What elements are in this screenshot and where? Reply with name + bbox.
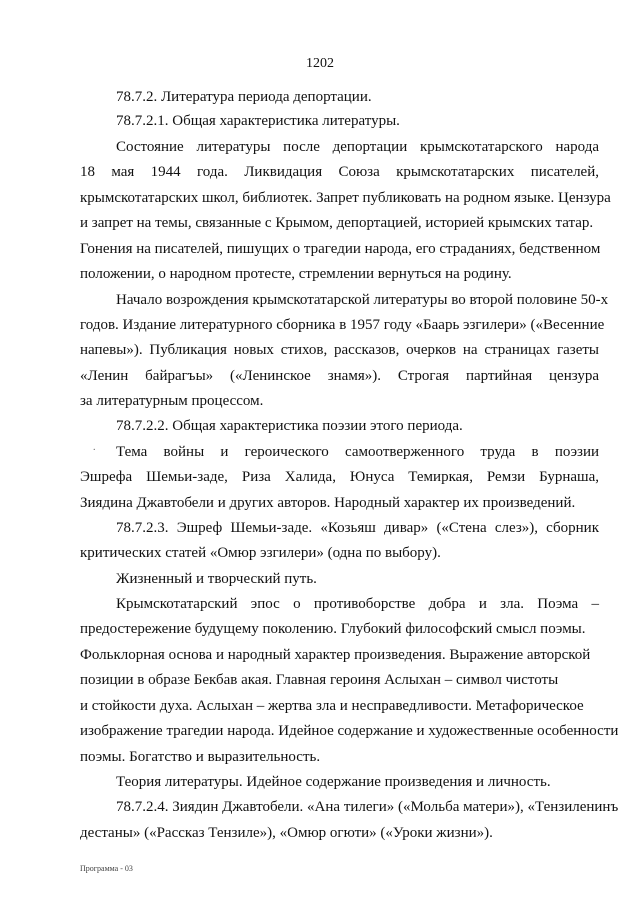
paragraph-line: Гонения на писателей, пишущих о трагедии народа, его страданиях, бедственном bbox=[80, 241, 601, 257]
paragraph-line: поэмы. Богатство и выразительность. bbox=[80, 749, 321, 765]
page-number: 1202 bbox=[306, 56, 334, 71]
paragraph-line: Фольклорная основа и народный характер произведения. Выражение авторской bbox=[80, 647, 591, 663]
paragraph-line: критических статей «Омюр эзгилери» (одна по выбору). bbox=[80, 545, 441, 561]
paragraph-line: Тема войны и героического самоотверженного труда в поэзии bbox=[116, 444, 599, 460]
section-heading-78-7-2: 78.7.2. Литература периода депортации. bbox=[116, 89, 372, 105]
footer-label: Программа - 03 bbox=[80, 864, 133, 873]
paragraph-line: Теория литературы. Идейное содержание произведения и личность. bbox=[116, 774, 551, 790]
paragraph-line: «Ленин байрагъы» («Ленинское знамя»). Строгая партийная цензура bbox=[80, 368, 599, 384]
section-heading-78-7-2-3: 78.7.2.3. Эшреф Шемьи-заде. «Козьяш дивар» («Стена слез»), сборник bbox=[116, 520, 599, 536]
paragraph-line: Жизненный и творческий путь. bbox=[116, 571, 317, 587]
paragraph-line: изображение трагедии народа. Идейное содержание и художественные особенности bbox=[80, 723, 619, 739]
paragraph-line: Зиядина Джавтобели и других авторов. Народный характер их произведений. bbox=[80, 495, 576, 511]
section-heading-78-7-2-4: 78.7.2.4. Зиядин Джавтобели. «Ана тилеги» («Мольба матери»), «Тензиленинъ bbox=[116, 799, 619, 815]
section-heading-78-7-2-2: 78.7.2.2. Общая характеристика поэзии этого периода. bbox=[116, 418, 463, 434]
paragraph-line: Состояние литературы после депортации крымскотатарского народа bbox=[116, 139, 599, 155]
margin-mark: . bbox=[93, 442, 96, 453]
paragraph-line: дестаны» («Рассказ Тензиле»), «Омюр огюти» («Уроки жизни»). bbox=[80, 825, 493, 841]
paragraph-line: за литературным процессом. bbox=[80, 393, 264, 409]
paragraph-line: Эшрефа Шемьи-заде, Риза Халида, Юнуса Темиркая, Ремзи Бурнаша, bbox=[80, 469, 599, 485]
paragraph-line: крымскотатарских школ, библиотек. Запрет публиковать на родном языке. Цензура bbox=[80, 190, 611, 206]
paragraph-line: и запрет на темы, связанные с Крымом, депортацией, историей крымских татар. bbox=[80, 215, 594, 231]
paragraph-line: Начало возрождения крымскотатарской литературы во второй половине 50-х bbox=[116, 292, 609, 308]
paragraph-line: годов. Издание литературного сборника в 1957 году «Баарь эзгилери» («Весенние bbox=[80, 317, 605, 333]
paragraph-line: позиции в образе Бекбав акая. Главная героиня Аслыхан – символ чистоты bbox=[80, 672, 559, 688]
paragraph-line: положении, о народном протесте, стремлении вернуться на родину. bbox=[80, 266, 512, 282]
section-heading-78-7-2-1: 78.7.2.1. Общая характеристика литературы. bbox=[116, 113, 400, 129]
paragraph-line: Крымскотатарский эпос о противоборстве добра и зла. Поэма – bbox=[116, 596, 599, 612]
paragraph-line: 18 мая 1944 года. Ликвидация Союза крымскотатарских писателей, bbox=[80, 164, 599, 180]
paragraph-line: предостережение будущему поколению. Глубокий философский смысл поэмы. bbox=[80, 621, 586, 637]
paragraph-line: напевы»). Публикация новых стихов, рассказов, очерков на страницах газеты bbox=[80, 342, 599, 358]
paragraph-line: и стойкости духа. Аслыхан – жертва зла и несправедливости. Метафорическое bbox=[80, 698, 584, 714]
